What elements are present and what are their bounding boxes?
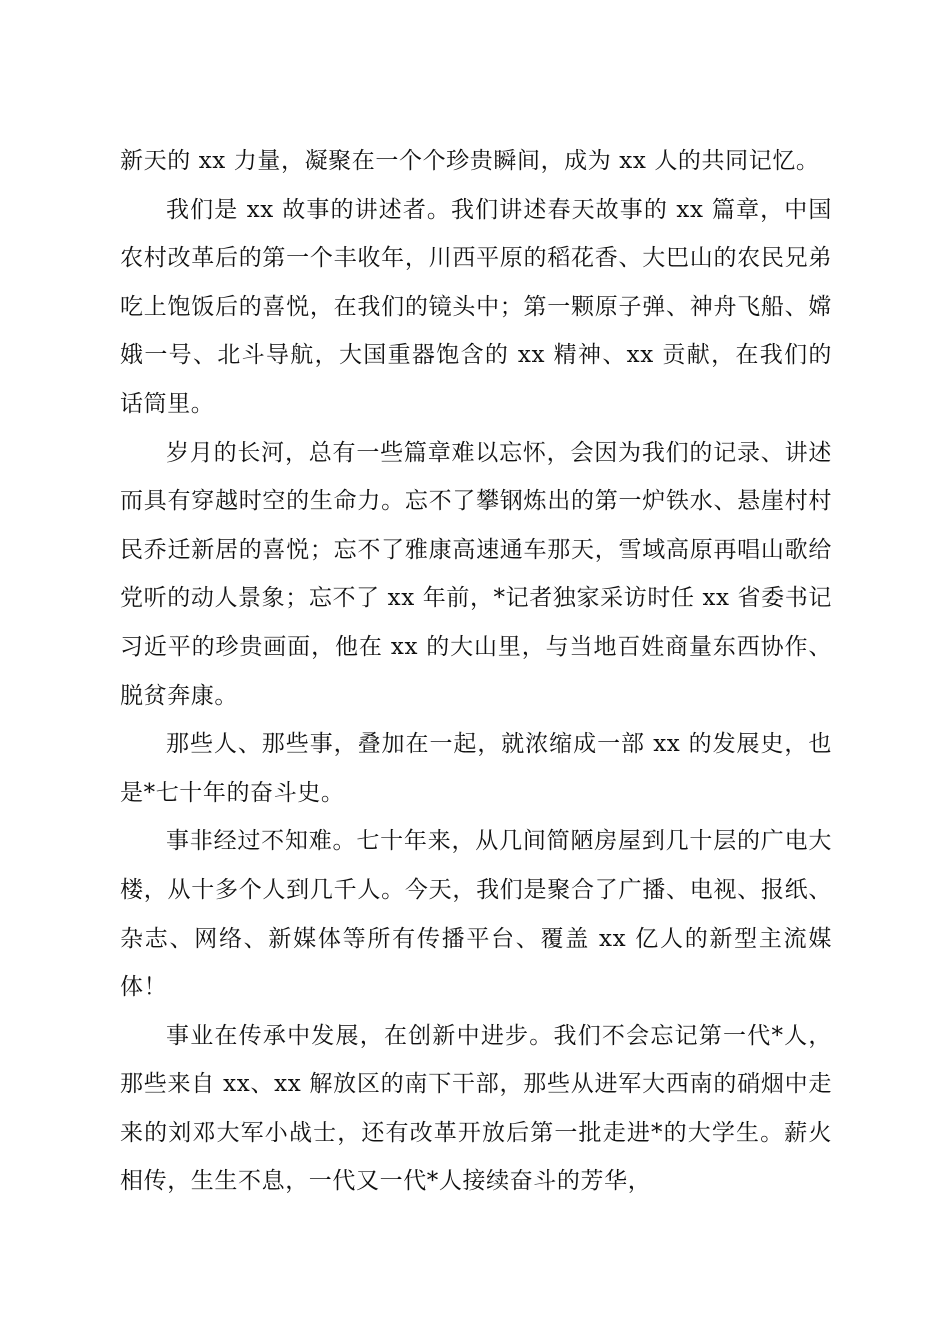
document-body: [120, 137, 832, 1206]
paragraph-5: 事非经过不知难。七十年来，从几间简陋房屋到几十层的广电大楼，从十多个人到几千人。今天，我们是聚合了广播、电视、报纸、杂志、网络、新媒体等所有传播平台、覆盖 xx 亿人的新型主流媒体！: [120, 828, 832, 1001]
paragraph-4: 那些人、那些事，叠加在一起，就浓缩成一部 xx 的发展史，也是*七十年的奋斗史。: [120, 731, 832, 806]
paragraph-3: 岁月的长河，总有一些篇章难以忘怀，会因为我们的记录、讲述而具有穿越时空的生命力。忘不了攀钢炼出的第一炉铁水、悬崖村村民乔迁新居的喜悦；忘不了雅康高速通车那天，雪域高原再唱山歌给党听的动人景象；忘不了 xx 年前，*记者独家采访时任 xx 省委书记习近平的珍贵画面，他在 xx 的大山里，与当地百姓商量东西协作、脱贫奔康。: [120, 439, 832, 709]
paragraph-2: 我们是 xx 故事的讲述者。我们讲述春天故事的 xx 篇章，中国农村改革后的第一个丰收年，川西平原的稻花香、大巴山的农民兄弟吃上饱饭后的喜悦，在我们的镜头中；第一颗原子弹、神舟飞船、嫦娥一号、北斗导航，大国重器饱含的 xx 精神、xx 贡献，在我们的话筒里。: [120, 196, 832, 417]
paragraph-6: 事业在传承中发展，在创新中进步。我们不会忘记第一代*人，那些来自 xx、xx 解放区的南下干部，那些从进军大西南的硝烟中走来的刘邓大军小战士，还有改革开放后第一批走进*的大学生。薪火相传，生生不息，一代又一代*人接续奋斗的芳华，: [120, 1022, 832, 1195]
paragraph-1: 新天的 xx 力量，凝聚在一个个珍贵瞬间，成为 xx 人的共同记忆。: [120, 148, 820, 174]
